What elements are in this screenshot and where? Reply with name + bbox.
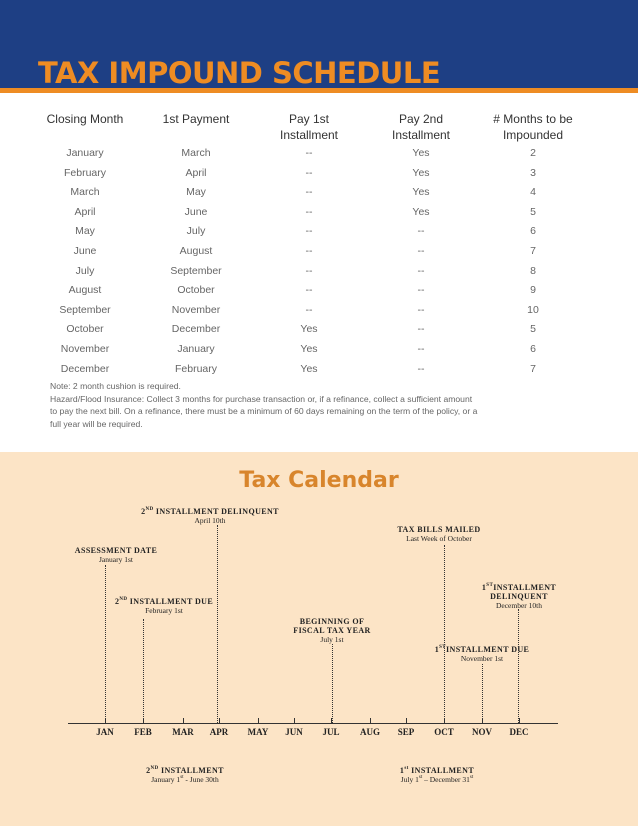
column-header-line: Installment: [279, 128, 339, 142]
page-title: TAX IMPOUND SCHEDULE: [38, 56, 441, 90]
table-cell: 10: [527, 303, 539, 316]
table-cell: June: [184, 205, 208, 218]
table-cell: 7: [530, 362, 536, 375]
column-header-line: 1st Payment: [162, 112, 230, 126]
axis-tick: [482, 718, 483, 723]
table-cell: January: [66, 147, 104, 159]
month-label-oct: OCT: [434, 727, 454, 737]
month-label-feb: FEB: [134, 727, 152, 737]
axis-tick: [444, 718, 445, 723]
event-fiscal-year-begins: BEGINNING OF FISCAL TAX YEAR July 1st: [293, 617, 371, 644]
table-cell: --: [417, 323, 425, 336]
axis-tick: [331, 718, 332, 723]
table-cell: July: [186, 225, 206, 238]
marker-line-nov: [482, 664, 483, 723]
axis-tick: [143, 718, 144, 723]
column-header-line: Impounded: [502, 128, 564, 142]
note-insurance-3: full year will be required.: [50, 419, 143, 429]
table-cell: 7: [530, 245, 536, 257]
note-insurance-1: Hazard/Flood Insurance: Collect 3 months for purchase transaction or, if a refinance, collect a sufficient amount: [50, 394, 473, 404]
marker-line-dec: [518, 609, 519, 723]
table-cell: --: [305, 264, 313, 277]
table-cell: --: [305, 284, 313, 297]
col-pay-second-installment: [366, 111, 476, 143]
marker-line-jul: [332, 644, 333, 723]
table-cell: August: [179, 245, 213, 257]
table-cell: --: [417, 284, 425, 297]
table-cell: April: [185, 166, 207, 179]
column-header-line: Closing Month: [46, 112, 124, 126]
note-insurance-2: to pay the next bill. On a refinance, there must be a minimum of 60 days remaining on the term of the policy, or a: [50, 406, 478, 416]
table-cell: --: [417, 225, 425, 238]
month-label-jan: JAN: [96, 727, 114, 737]
table-cell: 6: [530, 225, 536, 238]
month-label-nov: NOV: [472, 727, 492, 737]
table-cell: November: [60, 343, 110, 355]
axis-tick: [370, 718, 371, 723]
table-cell: Yes: [300, 343, 318, 355]
marker-line-apr: [217, 525, 218, 723]
table-cell: --: [417, 303, 425, 316]
column-header-line: Pay 1st: [288, 112, 330, 126]
marker-line-feb: [143, 619, 144, 723]
table-cell: --: [305, 245, 313, 257]
table-cell: October: [66, 323, 104, 336]
table-cell: May: [186, 186, 206, 199]
table-cell: Yes: [300, 323, 318, 336]
table-cell: August: [68, 284, 102, 297]
table-cell: December: [60, 362, 110, 375]
table-cell: July: [75, 264, 95, 277]
first-installment-period: 1st INSTALLMENT July 1st – December 31st: [399, 766, 475, 784]
table-cell: March: [70, 186, 100, 199]
axis-tick: [105, 718, 106, 723]
table-cell: January: [177, 343, 215, 355]
month-label-jun: JUN: [285, 727, 303, 737]
table-cell: 5: [530, 205, 536, 218]
table-cell: February: [63, 166, 106, 179]
marker-line-oct: [444, 545, 445, 723]
table-cell: March: [181, 147, 211, 159]
event-assessment-date: ASSESSMENT DATE January 1st: [74, 546, 158, 564]
table-cell: 4: [530, 186, 536, 199]
event-first-installment-delinquent: 1STINSTALLMENT DELINQUENT December 10th: [481, 583, 557, 610]
column-header-line: Pay 2nd: [398, 112, 444, 126]
table-cell: December: [171, 323, 221, 336]
table-cell: September: [170, 264, 222, 277]
table-cell: 5: [530, 323, 536, 336]
table-cell: April: [74, 205, 96, 218]
timeline-axis: [68, 723, 558, 724]
table-cell: --: [305, 166, 313, 179]
event-first-installment-due: 1STINSTALLMENT DUE November 1st: [434, 645, 530, 663]
tax-calendar-title: Tax Calendar: [239, 468, 399, 493]
table-cell: 6: [530, 343, 536, 355]
second-installment-period: 2ND INSTALLMENT January 1st - June 30th: [146, 766, 224, 784]
table-cell: Yes: [412, 147, 430, 159]
table-cell: Yes: [412, 186, 430, 199]
table-cell: Yes: [412, 205, 430, 218]
table-cell: May: [75, 225, 95, 238]
axis-tick: [519, 718, 520, 723]
axis-tick: [183, 718, 184, 723]
table-cell: --: [417, 362, 425, 375]
month-label-dec: DEC: [509, 727, 529, 737]
table-cell: February: [174, 362, 217, 375]
month-label-may: MAY: [247, 727, 269, 737]
event-tax-bills-mailed: TAX BILLS MAILED Last Week of October: [397, 525, 481, 543]
table-cell: --: [305, 186, 313, 199]
column-header-line: # Months to be: [493, 112, 573, 126]
month-label-apr: APR: [209, 727, 229, 737]
event-second-installment-delinquent: 2ND INSTALLMENT DELINQUENT April 10th: [141, 507, 279, 525]
table-cell: Yes: [300, 362, 318, 375]
col-first-payment: [141, 111, 251, 127]
table-cell: 8: [530, 264, 536, 277]
col-pay-first-installment: [254, 111, 364, 143]
table-cell: September: [59, 303, 111, 316]
col-months-impounded: [468, 111, 598, 143]
table-cell: --: [417, 343, 425, 355]
axis-tick: [219, 718, 220, 723]
marker-line-jan: [105, 565, 106, 723]
table-cell: --: [305, 303, 313, 316]
table-cell: 9: [530, 284, 536, 297]
table-cell: --: [305, 225, 313, 238]
axis-tick: [406, 718, 407, 723]
month-label-aug: AUG: [360, 727, 380, 737]
table-cell: Yes: [412, 166, 430, 179]
axis-tick: [294, 718, 295, 723]
col-closing-month: [30, 111, 140, 127]
table-cell: --: [417, 245, 425, 257]
note-cushion: Note: 2 month cushion is required.: [50, 381, 181, 391]
table-cell: 2: [530, 147, 536, 159]
table-cell: June: [73, 245, 97, 257]
column-header-line: Installment: [391, 128, 451, 142]
table-cell: --: [417, 264, 425, 277]
table-cell: 3: [530, 166, 536, 179]
month-label-jul: JUL: [322, 727, 340, 737]
table-cell: --: [305, 205, 313, 218]
month-label-sep: SEP: [397, 727, 415, 737]
table-cell: October: [177, 284, 215, 297]
table-cell: November: [171, 303, 221, 316]
table-cell: --: [305, 147, 313, 159]
axis-tick: [258, 718, 259, 723]
event-second-installment-due: 2ND INSTALLMENT DUE February 1st: [114, 597, 214, 615]
month-label-mar: MAR: [172, 727, 194, 737]
